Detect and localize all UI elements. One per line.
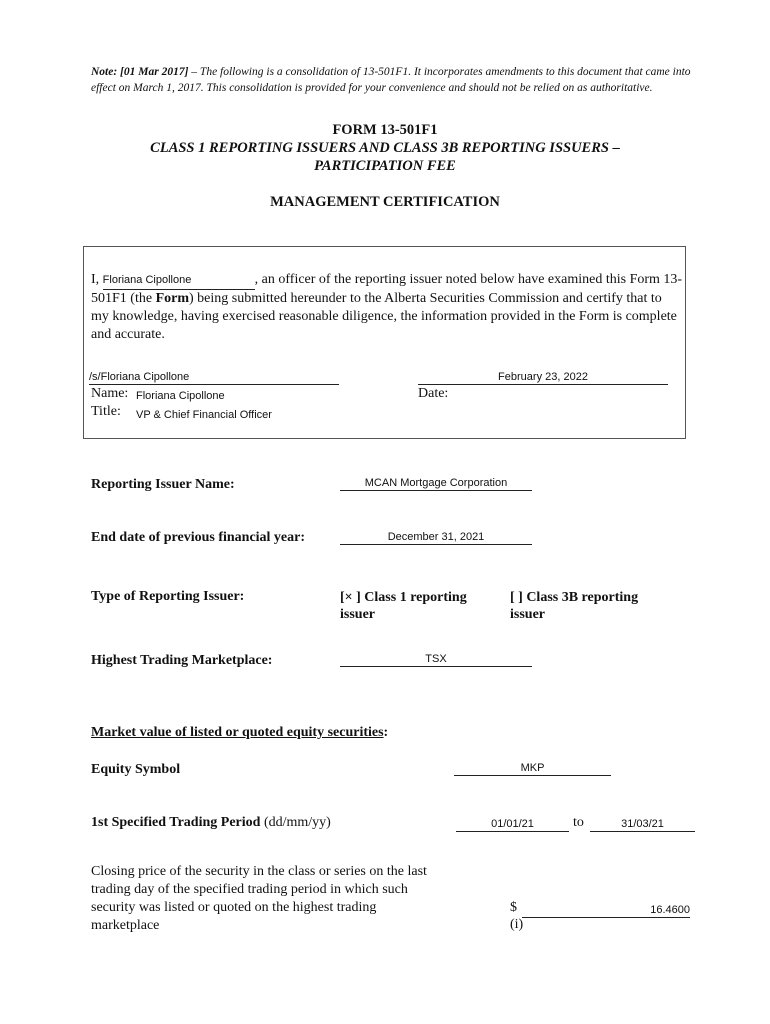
form-word: Form	[155, 291, 189, 306]
date-label: Date:	[418, 386, 449, 401]
class3b-checkbox[interactable]: [ ] Class 3B reporting issuer	[510, 590, 639, 622]
form-number: FORM 13-501F1	[332, 122, 438, 138]
closing-price-field[interactable]: 16.4600	[522, 903, 690, 918]
issuer-type-label: Type of Reporting Issuer:	[91, 589, 245, 604]
end-date-label: End date of previous financial year:	[91, 530, 306, 545]
period-start-field[interactable]: 01/01/21	[456, 817, 569, 832]
date-field[interactable]: February 23, 2022	[418, 370, 668, 385]
period-to-label: to	[573, 815, 584, 830]
title-label: Title:	[91, 404, 121, 419]
marketplace-field[interactable]: TSX	[340, 652, 532, 667]
marketplace-label: Highest Trading Marketplace:	[91, 653, 273, 668]
certification-paragraph: I, Floriana Cipollone , an officer of the reporting issuer noted below have examined this Form 13-501F1 (the Form) being submitted hereunder to the Alberta Securities Commission and certify that to my knowledge, having exercised reasonable diligence, the information provided in the Form is complete and accurate.	[91, 272, 683, 342]
closing-price-ref: (i)	[510, 917, 524, 932]
equity-symbol-label: Equity Symbol	[91, 762, 181, 777]
equity-symbol-field[interactable]: MKP	[454, 761, 611, 776]
closing-price-label: Closing price of the security in the class or series on the last trading day of the specified trading period in which such security was listed or quoted on the highest trading marketplace	[91, 864, 427, 933]
signature-field[interactable]: /s/Floriana Cipollone	[89, 370, 339, 385]
issuer-name-field[interactable]: MCAN Mortgage Corporation	[340, 476, 532, 491]
consolidation-note	[91, 64, 691, 96]
note-text: – The following is a consolidation of 13-501F1. It incorporates amendments to this document that came into effect on March 1, 2017. This consolidation is provided for your convenience and should not be relied on as authoritative.	[91, 66, 691, 94]
form-subtitle-line1: CLASS 1 REPORTING ISSUERS AND CLASS 3B REPORTING ISSUERS –	[150, 140, 620, 156]
name-value[interactable]: Floriana Cipollone	[136, 390, 225, 402]
currency-symbol: $	[510, 900, 517, 915]
issuer-name-label: Reporting Issuer Name:	[91, 477, 235, 492]
section-title: MANAGEMENT CERTIFICATION	[270, 194, 500, 210]
end-date-field[interactable]: December 31, 2021	[340, 530, 532, 545]
period-end-field[interactable]: 31/03/21	[590, 817, 695, 832]
note-prefix: Note: [01 Mar 2017]	[91, 66, 189, 78]
form-subtitle-line2: PARTICIPATION FEE	[314, 158, 456, 174]
trading-period-label: 1st Specified Trading Period (dd/mm/yy)	[91, 815, 331, 830]
officer-name-field[interactable]: Floriana Cipollone	[103, 271, 255, 290]
market-value-heading: Market value of listed or quoted equity securities:	[91, 725, 389, 740]
title-value[interactable]: VP & Chief Financial Officer	[136, 409, 272, 421]
name-label: Name:	[91, 386, 129, 401]
class1-checkbox[interactable]: [× ] Class 1 reporting issuer	[340, 590, 467, 622]
